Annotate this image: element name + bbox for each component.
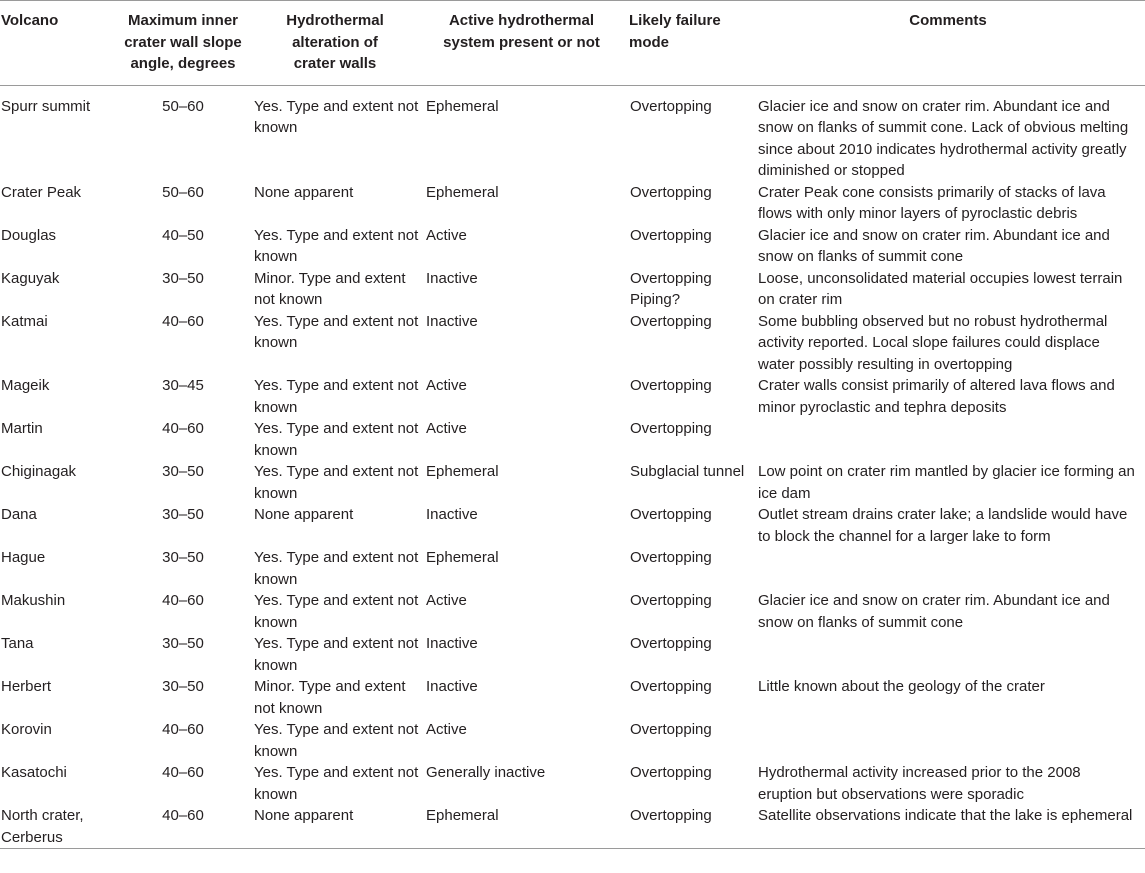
- table-row: [0, 375, 1145, 418]
- cell-failure-mode: Overtopping: [630, 635, 712, 652]
- cell-comments: Satellite observations indicate that the lake is ephemeral: [758, 807, 1133, 824]
- cell-alteration: None apparent: [254, 807, 354, 824]
- table-row: [0, 805, 1145, 849]
- cell-alteration: Yes. Type and extent not known: [254, 592, 419, 631]
- cell-volcano: Douglas: [1, 226, 57, 244]
- cell-hydrothermal-system: Ephemeral: [426, 97, 499, 115]
- cell-slope-angle: 50–60: [162, 97, 204, 115]
- cell-slope-angle: 40–60: [162, 721, 204, 738]
- cell-comments: Crater Peak cone consists primarily of stacks of lava flows with only minor layers of pyroclastic debris: [758, 183, 1106, 222]
- cell-failure-mode: Overtopping: [630, 721, 712, 738]
- cell-failure-mode: Overtopping: [630, 420, 712, 437]
- table-row: [0, 311, 1145, 376]
- cell-hydrothermal-system: Ephemeral: [426, 183, 499, 201]
- cell-failure-mode: Overtopping: [630, 312, 712, 330]
- cell-slope-angle: 40–60: [162, 764, 204, 781]
- table-row: [0, 225, 1145, 268]
- cell-volcano: Hague: [1, 549, 46, 566]
- header-hydrothermal-alteration-text: Hydrothermal alteration of crater walls: [286, 12, 384, 72]
- cell-hydrothermal-system: Active: [426, 377, 467, 394]
- table-row: [0, 719, 1145, 762]
- cell-volcano: Dana: [1, 506, 37, 523]
- cell-hydrothermal-system: Active: [426, 721, 467, 738]
- header-volcano: Volcano: [1, 12, 59, 29]
- cell-comments: Hydrothermal activity increased prior to the 2008 eruption but observations were sporadic: [758, 764, 1081, 803]
- cell-hydrothermal-system: Inactive: [426, 678, 478, 695]
- cell-hydrothermal-system: Inactive: [426, 635, 478, 652]
- cell-failure-mode: Overtopping: [630, 592, 712, 609]
- cell-slope-angle: 30–50: [162, 678, 204, 695]
- cell-failure-mode: Overtopping: [630, 764, 712, 781]
- cell-failure-mode: Subglacial tunnel: [630, 463, 745, 480]
- cell-alteration: Yes. Type and extent not known: [254, 377, 419, 416]
- cell-alteration: Yes. Type and extent not known: [254, 764, 419, 803]
- table-row: [0, 676, 1145, 719]
- cell-slope-angle: 40–60: [162, 807, 204, 824]
- cell-failure-mode: Overtopping: [630, 226, 712, 244]
- cell-comments: [751, 633, 1145, 676]
- cell-comments: Crater walls consist primarily of altered lava flows and minor pyroclastic and tephra deposits: [758, 377, 1115, 416]
- table-row: [0, 461, 1145, 504]
- cell-slope-angle: 50–60: [162, 183, 204, 201]
- cell-comments: Glacier ice and snow on crater rim. Abundant ice and snow on flanks of summit cone: [758, 592, 1110, 631]
- table-row: [0, 182, 1145, 225]
- cell-comments: Loose, unconsolidated material occupies lowest terrain on crater rim: [758, 269, 1123, 308]
- cell-alteration: Yes. Type and extent not known: [254, 97, 419, 136]
- cell-comments: Some bubbling observed but no robust hydrothermal activity reported. Local slope failures could displace water possibly resulting in overtopping: [758, 312, 1108, 373]
- cell-volcano: Mageik: [1, 377, 50, 394]
- header-failure-mode: [623, 1, 751, 86]
- cell-alteration: Yes. Type and extent not known: [254, 721, 419, 760]
- cell-hydrothermal-system: Inactive: [426, 312, 478, 330]
- cell-volcano: Spurr summit: [1, 97, 91, 115]
- cell-hydrothermal-system: Active: [426, 420, 467, 437]
- header-active-system: [420, 1, 623, 86]
- table-row: [0, 590, 1145, 633]
- cell-volcano: Crater Peak: [1, 183, 82, 201]
- cell-slope-angle: 30–50: [162, 269, 204, 287]
- cell-volcano: Martin: [1, 420, 43, 437]
- table-body: [0, 85, 1145, 849]
- cell-slope-angle: 30–50: [162, 506, 204, 523]
- table-row: [0, 547, 1145, 590]
- header-slope-angle-text: Maximum inner crater wall slope angle, degrees: [124, 12, 242, 72]
- cell-volcano: Korovin: [1, 721, 52, 738]
- table-row: [0, 762, 1145, 805]
- table-header: [0, 1, 1145, 86]
- cell-hydrothermal-system: Inactive: [426, 269, 478, 287]
- cell-alteration: Minor. Type and extent not known: [254, 678, 406, 717]
- cell-comments: Little known about the geology of the crater: [758, 678, 1045, 695]
- cell-comments: Low point on crater rim mantled by glacier ice forming an ice dam: [758, 463, 1135, 502]
- cell-comments: Glacier ice and snow on crater rim. Abundant ice and snow on flanks of summit cone: [758, 226, 1110, 265]
- cell-comments: [751, 547, 1145, 590]
- cell-hydrothermal-system: Active: [426, 592, 467, 609]
- cell-comments: Glacier ice and snow on crater rim. Abundant ice and snow on flanks of summit cone. Lack of obvious melting since about 2010 indicates hydrothermal activity greatly diminished or stopped: [758, 97, 1129, 179]
- cell-failure-mode: Overtopping: [630, 377, 712, 394]
- cell-volcano: Makushin: [1, 592, 66, 609]
- cell-hydrothermal-system: Generally inactive: [426, 764, 546, 781]
- cell-comments: Outlet stream drains crater lake; a landslide would have to block the channel for a larger lake to form: [758, 506, 1128, 545]
- cell-alteration: Yes. Type and extent not known: [254, 549, 419, 588]
- cell-alteration: None apparent: [254, 183, 354, 201]
- cell-failure-mode: Overtopping Piping?: [630, 269, 712, 308]
- header-slope-angle: [116, 1, 250, 86]
- cell-hydrothermal-system: Ephemeral: [426, 807, 499, 824]
- cell-hydrothermal-system: Ephemeral: [426, 463, 499, 480]
- cell-slope-angle: 40–60: [162, 312, 204, 330]
- cell-failure-mode: Overtopping: [630, 506, 712, 523]
- table-row: [0, 504, 1145, 547]
- cell-alteration: Yes. Type and extent not known: [254, 420, 419, 459]
- cell-slope-angle: 40–60: [162, 420, 204, 437]
- header-failure-mode-text: Likely failure mode: [629, 12, 721, 51]
- header-row: [0, 1, 1145, 86]
- cell-alteration: Yes. Type and extent not known: [254, 635, 419, 674]
- cell-comments: [751, 719, 1145, 762]
- cell-volcano: Chiginagak: [1, 463, 77, 480]
- cell-comments: [751, 418, 1145, 461]
- cell-volcano: North crater, Cerberus: [1, 807, 84, 846]
- cell-failure-mode: Overtopping: [630, 549, 712, 566]
- cell-slope-angle: 30–50: [162, 635, 204, 652]
- cell-volcano: Katmai: [1, 312, 48, 330]
- cell-failure-mode: Overtopping: [630, 678, 712, 695]
- cell-alteration: Yes. Type and extent not known: [254, 226, 419, 265]
- table-row: [0, 85, 1145, 182]
- cell-failure-mode: Overtopping: [630, 183, 712, 201]
- cell-slope-angle: 30–45: [162, 377, 204, 394]
- header-active-system-text: Active hydrothermal system present or not: [443, 12, 600, 51]
- header-comments: Comments: [909, 12, 987, 29]
- cell-slope-angle: 40–50: [162, 226, 204, 244]
- cell-failure-mode: Overtopping: [630, 807, 712, 824]
- cell-alteration: None apparent: [254, 506, 354, 523]
- table-row: [0, 633, 1145, 676]
- cell-volcano: Tana: [1, 635, 34, 652]
- cell-slope-angle: 30–50: [162, 549, 204, 566]
- cell-hydrothermal-system: Active: [426, 226, 467, 244]
- cell-slope-angle: 40–60: [162, 592, 204, 609]
- cell-hydrothermal-system: Inactive: [426, 506, 478, 523]
- cell-failure-mode: Overtopping: [630, 97, 712, 115]
- cell-alteration: Yes. Type and extent not known: [254, 463, 419, 502]
- header-hydrothermal-alteration: [250, 1, 420, 86]
- table-row: [0, 268, 1145, 311]
- cell-alteration: Yes. Type and extent not known: [254, 312, 419, 351]
- cell-volcano: Kasatochi: [1, 764, 67, 781]
- cell-slope-angle: 30–50: [162, 463, 204, 480]
- cell-volcano: Herbert: [1, 678, 52, 695]
- cell-hydrothermal-system: Ephemeral: [426, 549, 499, 566]
- cell-volcano: Kaguyak: [1, 269, 60, 287]
- cell-alteration: Minor. Type and extent not known: [254, 269, 406, 308]
- table-row: [0, 418, 1145, 461]
